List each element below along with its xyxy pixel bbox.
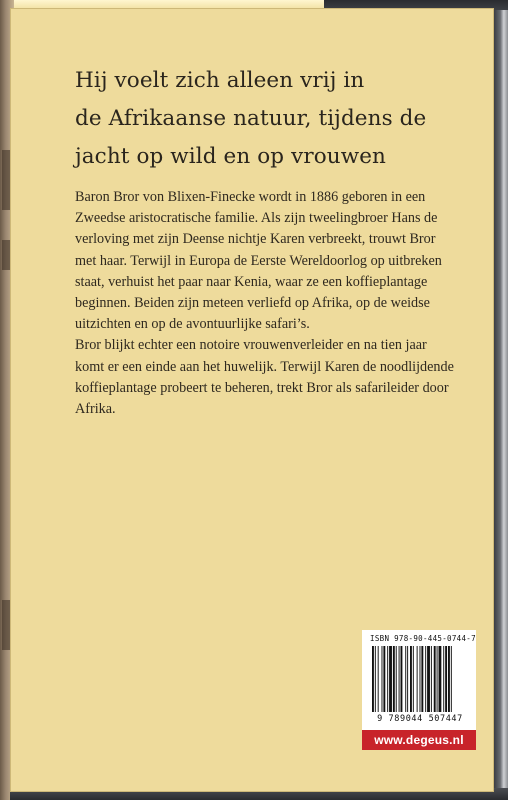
blurb-line: met haar. Terwijl in Europa de Eerste Wereldoorlog op uitbreken (75, 252, 442, 269)
barcode-digits: 9 789044 507447 (377, 714, 463, 724)
blurb-line: koffieplantage probeert te beheren, trekt Bror als safarileider door (75, 379, 449, 396)
blurb-line: uitzichten en op de avontuurlijke safari’s. (75, 316, 310, 333)
blurb-line: staat, verhuist het paar naar Kenia, waar ze een koffieplantage (75, 273, 428, 290)
barcode-panel (362, 630, 476, 730)
blurb-line: Baron Bror von Blixen-Finecke wordt in 1886 geboren in een (75, 189, 426, 205)
publisher-url: www.degeus.nl (362, 730, 476, 750)
right-cover-edge (494, 10, 508, 792)
headline-line: jacht op wild en op vrouwen (75, 144, 386, 169)
headline (75, 62, 485, 176)
blurb-line: Bror blijkt echter een notoire vrouwenverleider en na tien jaar (75, 337, 427, 354)
blurb-line: komt er een einde aan het huwelijk. Terwijl Karen de noodlijdende (75, 358, 454, 375)
blurb-text (75, 187, 485, 420)
blurb-line: Afrika. (75, 401, 116, 418)
blurb-line: verloving met zijn Deense nichtje Karen verbreekt, trouwt Bror (75, 231, 436, 248)
blurb-line: beginnen. Beiden zijn meteen verliefd op Afrika, op de weidse (75, 295, 430, 312)
headline-line: de Afrikaanse natuur, tijdens de (75, 106, 427, 131)
isbn-label: ISBN 978-90-445-0744-7 (370, 634, 476, 643)
blurb-line: Zweedse aristocratische familie. Als zijn tweelingbroer Hans de (75, 210, 438, 227)
headline-line: Hij voelt zich alleen vrij in (75, 68, 365, 93)
barcode-icon (370, 646, 470, 712)
